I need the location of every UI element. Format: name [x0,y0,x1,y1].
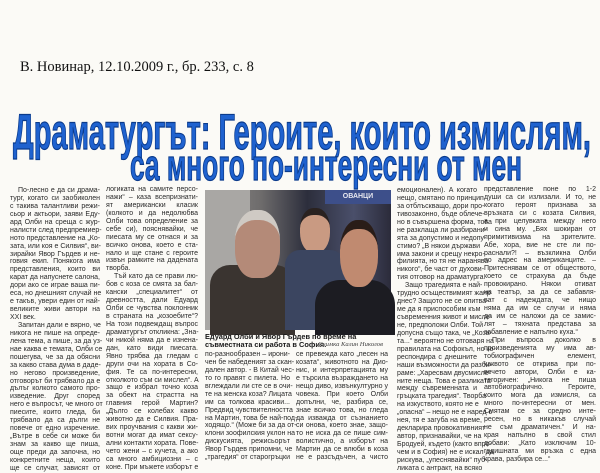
article-text-line: ното представление на „Ко- [10,234,101,242]
article-text-line: ард Олби на среща с жур- [10,218,100,226]
article-text-line: защо е избрал точно коза [106,384,198,392]
article-text-line: Олби това определение за [106,217,198,225]
article-text-line: произведенията му има ав- [484,344,596,352]
article-text-line: тивозаконно, бъде облече- [397,210,485,218]
article-text-line: Явор Гърдев припомни, че [205,446,293,454]
article-text-line: него е въпросът, че много от [10,401,103,409]
article-text-line: вотни могат да имат сексу- [106,432,198,440]
article-text-line: лена тема, а пише, за да уз- [10,337,103,345]
article-text-line: вглеждали ли сте се в очи- [205,382,293,390]
article-text-line: се превежда като „песен на [296,351,388,358]
article-text-line: други очи на хората в Со- [106,360,198,368]
article-text-line: ват с надеждата, че нищо [484,297,596,305]
article-text-line: нажи“ – каза всепризнати- [106,193,198,201]
article-text-line: Мартин да се влюби в коза [296,446,388,454]
article-text-line: но негово произведение, [10,369,100,377]
article-text-line: но в съвършена форма, това [397,218,492,226]
article-text-line: автор, признавайки, че на [397,433,482,441]
article-text-line: не, предположи Олби. Той [397,321,483,329]
article-column-4 [296,351,388,462]
article-text-line: им са толкова красиви... [205,398,290,406]
article-text-line: тобиографичен елемент, [484,352,596,360]
article-column-1 [10,187,103,473]
article-text-line: Защо трагедията е най- [405,282,483,290]
article-text-line: правилата на Софокъл, но ко- [397,345,496,353]
article-text-line: ме да я приспособим към [397,306,481,314]
article-text-line: На този подвеждащ въпрос [106,320,198,328]
article-text-line: зата, или коя е Силвия“, ви- [10,242,101,250]
photo-person-middle-head [300,208,330,253]
article-text-line: са много амбициозни – с [106,455,198,463]
article-text-line: дори ако се играе ваша пи- [10,282,100,290]
article-text-line: кански „специалитет“ от [106,289,198,297]
article-column-5 [397,187,496,473]
article-text-line: По-лесно е да си драма- [18,187,100,194]
article-text-line: ще се случат, зависят от [10,464,100,472]
article-text-line: Тъй като да се прави лю- [114,273,198,281]
article-text-line: чето жени – с кучета, а ако [106,447,198,455]
article-text-line: то не иска да се пише сим- [296,430,388,438]
article-text-line: и сина му. „Бях шокиран от [484,225,596,233]
article-text-line: ят американски класик [106,201,198,209]
headline-line-2: са много по-интересни от мен [130,141,522,190]
article-text-line: да им се наложи да се замис- [484,313,596,320]
article-text-line: добави: „Като изключим 10- [484,440,596,447]
photo-person-gardev-body [315,280,395,335]
article-column-3 [205,351,298,462]
article-text-line: великите живи автори на [10,306,100,314]
headline-line-1: Драматургът: Героите, които измислям, [13,104,591,160]
article-text-line: (колкото и да недолюбва [106,209,198,217]
article-text-line: тург, когато си заобиколен [10,194,100,202]
article-text-line: говия екип. Понякога има [10,258,100,266]
article-text-line: на Мартин, това бе най-под- [205,414,298,422]
article-text-line: Бродуей, където (както впро- [397,441,492,448]
article-text-line: дълъг колкото самото про- [10,385,100,393]
article-text-line: клони зоофилския уклон на [205,430,296,438]
article-text-line: Олби се чувства поклонник [106,305,198,313]
article-text-line: вих проучвания с какви жи- [106,424,198,432]
article-text-line: логиката на самите персо- [106,186,198,193]
article-text-line: фия. Те са по-интересни, [106,368,198,376]
article-text-line: козата“, животното на Дио- [296,358,388,366]
article-text-line: трябвало да са дълги не [10,417,100,425]
article-text-line: Предвид чувствителността [205,406,293,414]
article-text-line: никога не пише на опреде- [10,329,100,337]
article-text-line: каквото се открива при по- [484,360,596,368]
article-text-line: а при целувката между него [484,217,596,225]
photo-caption: Едуард Олби и Явор Гърдев по време на съвместната си работа в София. [205,332,357,349]
article-text-line: При въпроса доколко в [492,336,596,344]
article-text-line: знае всичко това, но гледа [296,406,388,414]
article-text-line: примитивизма на зрителите. [484,233,596,241]
article-text-line: дален автор. - В Китай чес- [205,366,295,374]
article-text-line: което се страхува да бъде [484,273,596,281]
source-citation: В. Новинар, 12.10.2009 г., бр. 233, с. 8 [20,59,254,75]
article-text-line: не разклаща ли разбирани- [397,226,487,234]
article-text-line: раме: „Харесвам двусмисле- [397,369,491,377]
article-text-line: ликата с антракт, на всяко [397,464,483,472]
article-text-line: отколкото съм си мислел“. А [106,376,199,384]
article-text-line: е такъв, увери един от най- [10,298,100,306]
article-text-line: нае каква е темата, Олби се [10,345,103,353]
article-text-line: „Дълго се колебах какво [106,408,198,416]
article-text-line: много по-интересни от мен. [484,400,596,408]
article-text-line: в страната на „козоебите“? [106,313,198,320]
article-text-line: не съм драматичен.“ И на- [484,424,596,432]
article-text-line: крава, разбира се...“ [484,455,551,463]
article-text-line: древността, дали Едуард [106,297,198,305]
article-text-line: чен бе набеденият за скан- [205,358,295,366]
article-text-line: представления, които ви [10,266,100,274]
article-text-line: зирайки Явор Гърдев и не- [10,250,100,258]
photo-person-albee-head [235,210,280,278]
article-text-line: карат да напуснете салона, [10,274,100,282]
article-text-line: нис, и интерпретацията му [296,366,388,374]
article-text-line: тегоричен: „Никога не пиша [484,376,596,384]
article-text-line: нало и ще стане с героите [106,249,198,257]
article-text-line: ални контакти хората. Пове- [106,440,199,447]
article-text-line: не е разсъдъчен, а чисто [296,454,388,462]
article-text-line: драматургът откликна: „Зна- [106,328,199,336]
article-text-line: когато героят признава за [484,201,596,209]
article-text-line: с такива талантливи режи- [10,202,100,210]
article-text-line: съвременния живот и мисле- [397,314,492,321]
photo-person-gardev-head [340,220,378,287]
article-text-line: главния герой Мартин? [106,400,198,408]
article-text-line: себе си), пояснявайки, че [106,225,198,233]
article-text-line: на театър, за да се забавля- [484,289,596,297]
article-text-line: наши възможности да разби- [397,361,492,369]
article-text-line: стимо? „В някои държави [397,242,481,250]
article-text-line: чем и в София) не е искал да [397,448,494,456]
article-text-line: декларира провокативният [397,425,486,433]
article-text-line: та...“ вероятно не отговаря на [397,337,494,345]
article-text-line: между съвременната и [397,385,477,393]
article-text-line: годишната ми връзка с една [484,447,596,455]
article-text-line: за отблъскващо, дори про- [397,202,485,210]
article-text-line: има закони и срещу некро- [397,250,485,258]
article-text-line: никого“, бе част от духови- [397,266,485,274]
article-text-line: души са си излизали. И то, не [484,193,596,201]
article-text-line: респондира с днешните [397,353,477,361]
article-text-line: творба. [106,265,131,273]
article-text-line: налисти след предпремиер- [10,226,102,234]
article-text-line: си онова, което знае, защо- [296,422,388,430]
article-text-line: сьор и актьори, заяви Еду- [10,210,100,218]
article-text-line: пиесите, които гледа, би [10,409,100,417]
article-text-line: ните неща. Това е разликата [397,377,491,385]
photo-sign: ОВАНЦИ [325,190,391,204]
article-text-line: човека. При което Олби [296,390,388,398]
article-text-line: автобиографично. Героите, [484,384,596,392]
article-text-line: да изважда от съзнанието [296,414,388,422]
article-text-line: Явно трябва да гледам с [106,352,198,360]
article-text-line: то го правят с пилета. Но [205,374,290,382]
article-text-line: Притеснявам се от обществото, [484,265,596,273]
photo-credit: Снимка Калин Николов [318,341,383,348]
article-text-line: допълни, че, разбира се, [296,398,388,406]
article-text-line: волистично, а изборът на [296,438,388,446]
article-text-line: ресен, но в никакъв случай [484,416,596,424]
article-text-line: „трагедия“ от старогръцки [205,454,290,462]
article-text-line: емоционален). А когато [397,187,477,194]
article-text-line: коне. При мъжете изборът е [106,463,199,471]
article-text-line: отговорът би трябвало да е [10,377,101,385]
article-text-line: XXI век. [10,314,36,321]
article-text-line: е търсила възраждането на [296,374,388,382]
article-text-line: „опасна“ – нещо не е наред с [397,409,493,417]
article-text-line: повече от едно изречение. [10,425,100,433]
article-column-2 [106,186,198,472]
article-text-line: по адрес на американците. – [484,257,596,265]
article-text-line: Смятам се за средно инте- [484,408,596,416]
article-text-line: вечето автори, Олби е ка- [484,368,596,376]
article-text-line: знам за какво ще пиша, [10,441,100,448]
article-text-line: днес? Защото не се опитва- [397,298,489,306]
article-text-line: за какво става дума в даде- [10,361,101,369]
article-text-line: забавление е напълно куха.“ [484,328,578,336]
article-text-line: края напълно в свой стил [484,432,596,440]
article-text-line: филията, но тя не наранява [397,258,489,266]
article-text-line: представление поне по 1-2 [484,186,596,193]
article-text-line: няма да им се случи и няма [484,305,596,313]
article-text-line: пиесата му се отнася и за [106,233,198,241]
article-text-line: бов с коза се смята за бал- [106,281,198,289]
article-text-line: дискусията, режисьорът [205,438,290,446]
article-text-line: нещо, смятано по принцип [397,194,484,202]
article-text-line: ята за допустимо и недопу- [397,234,487,242]
article-text-line: конкретните неща, които [10,456,100,464]
article-text-line: извън рамките на дадената [106,257,198,265]
article-text-line: изведение. Друг според [10,393,100,401]
article-text-line: гръцката трагедия“. Творба [397,393,487,401]
article-text-line: рискува, „упеснявайки“ пуб- [397,456,488,464]
article-text-line: всичко онова, което е ста- [106,241,198,249]
article-text-line: още преди да започна, но [10,448,100,456]
article-text-line: Абе, хора, вие не сте ли по- [484,241,596,249]
article-text-line: лят – тяхната представа за [484,320,596,328]
article-text-line: пошегува, че за да обясни [10,353,100,361]
article-text-line: „Вътре в себе си може би [10,433,100,441]
article-text-line: на изкуството, която не е [397,401,479,409]
article-text-line: за обект на страстта на [106,392,198,400]
article-text-line: раснали?! – възкликна Олби [484,249,596,257]
article-column-6 [484,186,596,464]
article-text-line: по-разнообразен – ирони- [205,351,290,358]
article-text-line: еса, но днешният случай не [10,290,102,298]
article-text-line: нея, тя е загуба на време, [397,417,482,425]
article-text-line: чи никой няма да е изнена- [106,336,198,344]
article-text-line: животно да е Силвия. Пра- [106,416,198,424]
article-text-line: тия отговор на драматурга. [397,274,486,282]
article-photo [205,190,391,330]
article-text-line: връзката си с козата Силвия, [484,209,596,217]
article-text-line: провокирано. Някои отиват [484,281,596,289]
article-text-line: нещо диво, извънкултурно у [296,382,388,390]
article-text-line: дан, като види пиесата. [106,344,198,352]
article-text-line: които мога да измисля, са [484,392,596,400]
article-text-line: те на женска коза? Лицата [205,390,292,398]
article-text-line: ходящо.“ (Може би за да от- [205,422,297,430]
article-text-line: Запитан дали е вярно, че [18,321,101,329]
article-text-line: трудно осъществимият жанр [397,290,491,298]
article-text-line: допусна също така, че „Коза- [397,329,492,337]
